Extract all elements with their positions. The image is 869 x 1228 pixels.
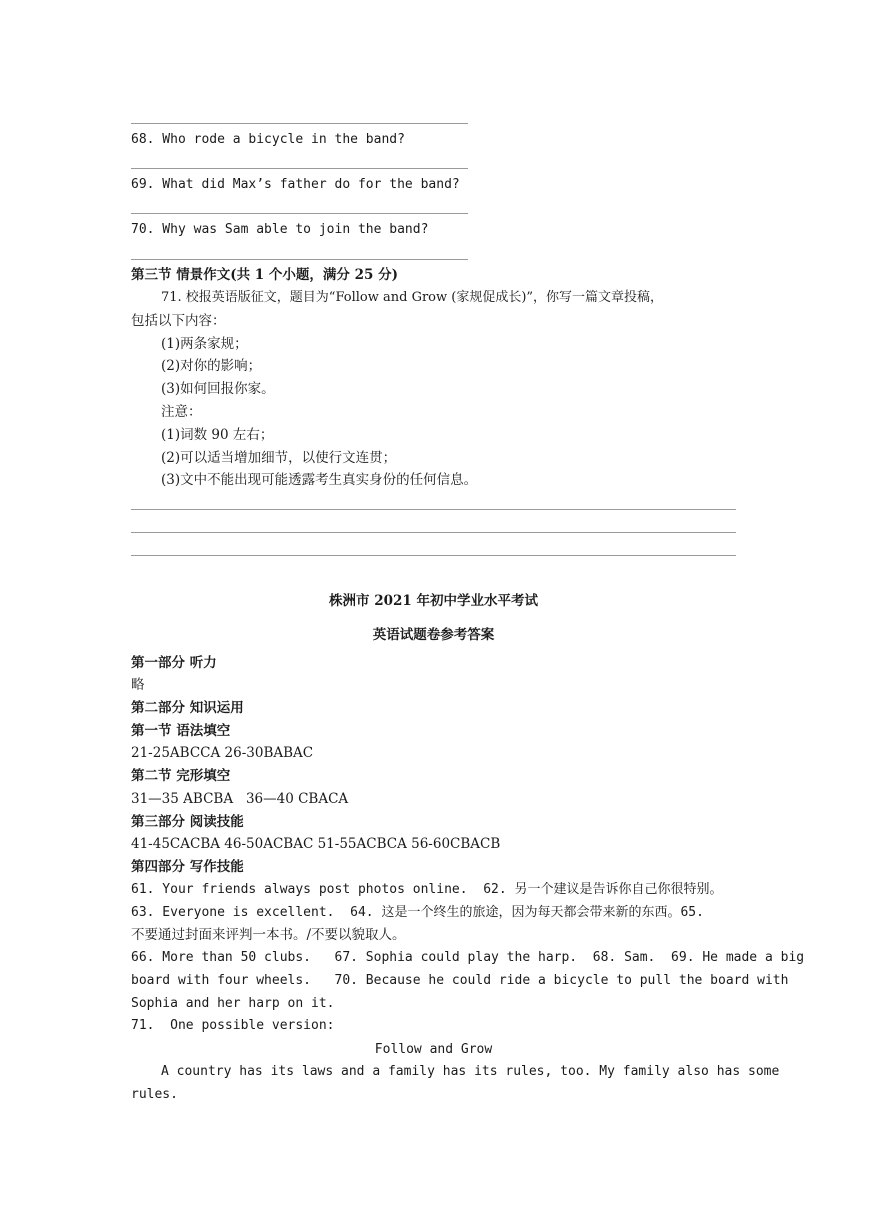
- answer-line[interactable]: [131, 168, 468, 169]
- essay-title: Follow and Grow: [374, 1042, 493, 1057]
- writing-prompt-cont: 包括以下内容：: [131, 313, 226, 329]
- part1-body: 略: [131, 677, 145, 693]
- answer-line[interactable]: [131, 123, 468, 124]
- answers-title: 株洲市 2021 年初中学业水平考试: [329, 593, 538, 609]
- part4-line: 63. Everyone is excellent. 64. 这是一个终生的旅途，因为每天都会带来新的东西。65.: [131, 905, 704, 920]
- essay-body-cont: rules.: [131, 1087, 178, 1102]
- part2-heading: 第二部分 知识运用: [131, 700, 244, 716]
- part3-heading: 第三部分 阅读技能: [131, 814, 244, 830]
- part4-line: 不要通过封面来评判一本书。/不要以貌取人。: [131, 927, 406, 943]
- essay-line[interactable]: [131, 555, 736, 556]
- answers-subtitle: 英语试题卷参考答案: [372, 627, 495, 643]
- notes-label: 注意：: [161, 404, 202, 420]
- essay-line[interactable]: [131, 509, 736, 510]
- note-item: (2)可以适当增加细节，以使行文连贯；: [161, 450, 397, 466]
- prompt-item: (3)如何回报你家。: [161, 381, 275, 397]
- part4-line: 71. One possible version:: [131, 1018, 335, 1033]
- part3-answers: 41-45CACBA 46-50ACBAC 51-55ACBCA 56-60CBACB: [131, 836, 501, 852]
- part4-line: 66. More than 50 clubs. 67. Sophia could play the harp. 68. Sam. 69. He made a big: [131, 950, 805, 965]
- part4-line: 61. Your friends always post photos online. 62. 另一个建议是告诉你自己你很特别。: [131, 882, 723, 897]
- part2-section2-heading: 第二节 完形填空: [131, 768, 231, 784]
- part1-heading: 第一部分 听力: [131, 655, 217, 671]
- prompt-item: (1)两条家规；: [161, 336, 248, 352]
- answer-line[interactable]: [131, 213, 468, 214]
- writing-prompt: 71. 校报英语版征文，题目为“Follow and Grow (家规促成长)”，你写一篇文章投稿，: [161, 290, 664, 305]
- part2-section1-answers: 21-25ABCCA 26-30BABAC: [131, 745, 314, 761]
- question-69: 69. What did Max’s father do for the band?: [131, 177, 460, 192]
- answer-line[interactable]: [131, 259, 468, 260]
- part2-section2-answers: 31—35 ABCBA 36—40 CBACA: [131, 791, 349, 807]
- part4-heading: 第四部分 写作技能: [131, 859, 244, 875]
- question-70: 70. Why was Sam able to join the band?: [131, 222, 429, 237]
- prompt-item: (2)对你的影响；: [161, 358, 262, 374]
- part4-line: Sophia and her harp on it.: [131, 996, 335, 1011]
- section3-heading: 第三节 情景作文(共 1 个小题，满分 25 分): [131, 267, 398, 283]
- essay-line[interactable]: [131, 532, 736, 533]
- part2-section1-heading: 第一节 语法填空: [131, 723, 231, 739]
- essay-body: A country has its laws and a family has its rules, too. My family also has some: [161, 1064, 780, 1079]
- note-item: (3)文中不能出现可能透露考生真实身份的任何信息。: [161, 472, 478, 488]
- part4-line: board with four wheels. 70. Because he could ride a bicycle to pull the board with: [131, 973, 789, 988]
- note-item: (1)词数 90 左右；: [161, 427, 274, 443]
- question-68: 68. Who rode a bicycle in the band?: [131, 132, 405, 147]
